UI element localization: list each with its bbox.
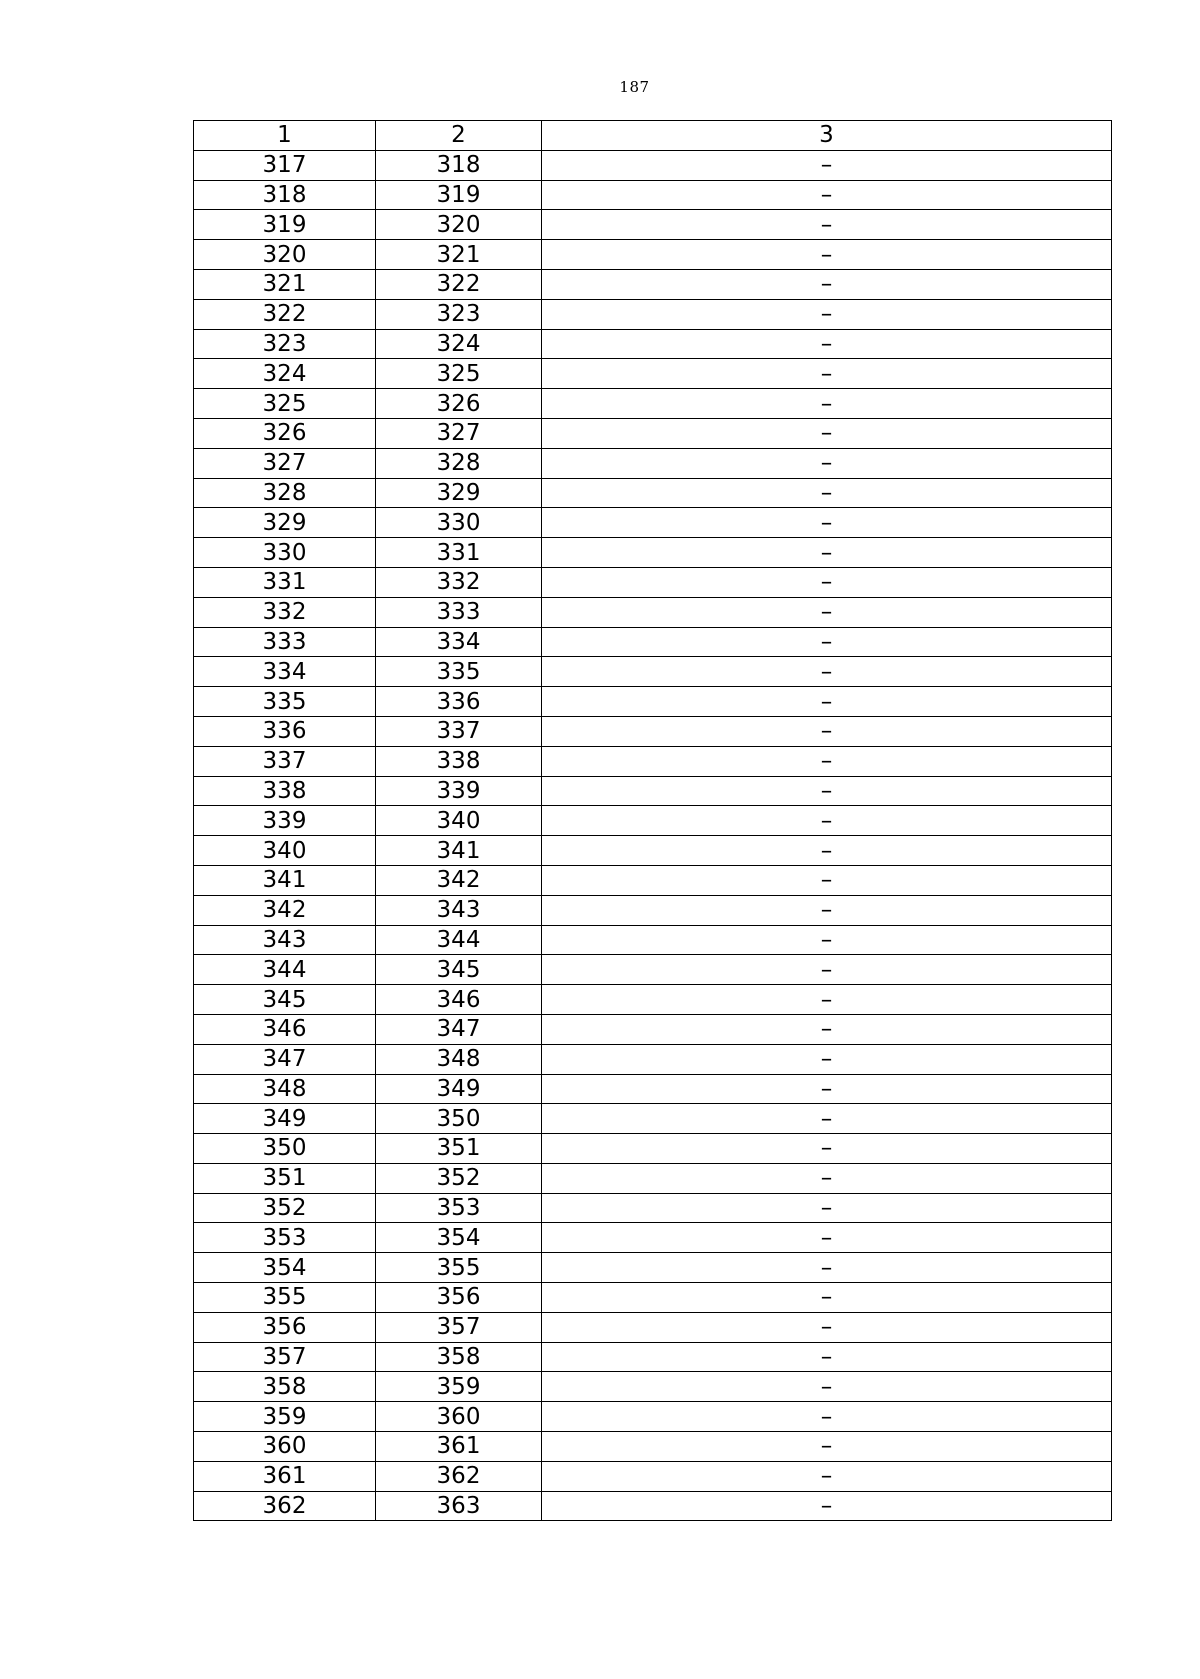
table-cell-col-3: – — [542, 687, 1112, 717]
table-cell-col-1: 327 — [194, 448, 376, 478]
data-table — [193, 120, 1112, 1521]
table-cell-col-1: 346 — [194, 1014, 376, 1044]
table-cell-col-3: – — [542, 240, 1112, 270]
table-cell-col-2: 357 — [376, 1312, 542, 1342]
table-cell-col-3: – — [542, 1253, 1112, 1283]
table-row — [194, 538, 1112, 568]
table-cell-col-3: – — [542, 627, 1112, 657]
table-cell-col-1: 331 — [194, 567, 376, 597]
table-cell-col-1: 339 — [194, 806, 376, 836]
table-row — [194, 1372, 1112, 1402]
table-cell-col-3: – — [542, 567, 1112, 597]
table-cell-col-1: 321 — [194, 269, 376, 299]
table-cell-col-2: 331 — [376, 538, 542, 568]
table-cell-col-2: 330 — [376, 508, 542, 538]
table-cell-col-3: – — [542, 210, 1112, 240]
table-cell-col-2: 334 — [376, 627, 542, 657]
table-cell-col-1: 318 — [194, 180, 376, 210]
table-cell-col-1: 338 — [194, 776, 376, 806]
table-cell-col-3: – — [542, 1163, 1112, 1193]
table-row — [194, 1074, 1112, 1104]
table-cell-col-2: 329 — [376, 478, 542, 508]
table-cell-col-1: 355 — [194, 1283, 376, 1313]
table-cell-col-1: 326 — [194, 418, 376, 448]
table-cell-col-1: 361 — [194, 1461, 376, 1491]
table-cell-col-1: 322 — [194, 299, 376, 329]
table-row — [194, 567, 1112, 597]
table-cell-col-2: 326 — [376, 389, 542, 419]
table-cell-col-3: – — [542, 1104, 1112, 1134]
table-cell-col-2: 322 — [376, 269, 542, 299]
table-cell-col-3: – — [542, 1461, 1112, 1491]
table-row — [194, 1134, 1112, 1164]
table-cell-col-1: 348 — [194, 1074, 376, 1104]
table-cell-col-3: – — [542, 389, 1112, 419]
table-cell-col-3: – — [542, 657, 1112, 687]
column-header-1: 1 — [194, 121, 376, 151]
table-cell-col-3: – — [542, 597, 1112, 627]
table-cell-col-2: 363 — [376, 1491, 542, 1521]
table-cell-col-2: 325 — [376, 359, 542, 389]
table-cell-col-1: 353 — [194, 1223, 376, 1253]
table-cell-col-3: – — [542, 180, 1112, 210]
table-header — [194, 121, 1112, 151]
table-cell-col-1: 349 — [194, 1104, 376, 1134]
table-row — [194, 1283, 1112, 1313]
table-cell-col-2: 327 — [376, 418, 542, 448]
table-cell-col-2: 324 — [376, 329, 542, 359]
table-cell-col-2: 358 — [376, 1342, 542, 1372]
table-cell-col-3: – — [542, 925, 1112, 955]
table-cell-col-3: – — [542, 1283, 1112, 1313]
table-body — [194, 150, 1112, 1521]
column-header-2: 2 — [376, 121, 542, 151]
table-cell-col-3: – — [542, 895, 1112, 925]
table-cell-col-2: 318 — [376, 150, 542, 180]
table-cell-col-3: – — [542, 1491, 1112, 1521]
table-cell-col-3: – — [542, 1312, 1112, 1342]
table-row — [194, 1432, 1112, 1462]
table-row — [194, 657, 1112, 687]
table-row — [194, 1253, 1112, 1283]
table-row — [194, 776, 1112, 806]
table-cell-col-2: 332 — [376, 567, 542, 597]
table-cell-col-3: – — [542, 955, 1112, 985]
table-cell-col-1: 342 — [194, 895, 376, 925]
table-row — [194, 895, 1112, 925]
table-cell-col-1: 357 — [194, 1342, 376, 1372]
table-cell-col-1: 320 — [194, 240, 376, 270]
table-row — [194, 478, 1112, 508]
table-cell-col-1: 351 — [194, 1163, 376, 1193]
table-cell-col-2: 339 — [376, 776, 542, 806]
table-cell-col-3: – — [542, 329, 1112, 359]
table-cell-col-2: 361 — [376, 1432, 542, 1462]
table-cell-col-2: 336 — [376, 687, 542, 717]
table-cell-col-1: 354 — [194, 1253, 376, 1283]
table-header-row — [194, 121, 1112, 151]
table-cell-col-1: 337 — [194, 746, 376, 776]
table-cell-col-1: 330 — [194, 538, 376, 568]
table-cell-col-2: 321 — [376, 240, 542, 270]
table-cell-col-1: 333 — [194, 627, 376, 657]
table-cell-col-2: 351 — [376, 1134, 542, 1164]
table-cell-col-1: 334 — [194, 657, 376, 687]
table-row — [194, 389, 1112, 419]
table-cell-col-1: 352 — [194, 1193, 376, 1223]
table-cell-col-1: 319 — [194, 210, 376, 240]
table-cell-col-3: – — [542, 746, 1112, 776]
table-cell-col-3: – — [542, 1014, 1112, 1044]
table-cell-col-2: 347 — [376, 1014, 542, 1044]
table-row — [194, 1104, 1112, 1134]
table-cell-col-3: – — [542, 1074, 1112, 1104]
table-cell-col-1: 340 — [194, 836, 376, 866]
table-row — [194, 1193, 1112, 1223]
table-row — [194, 836, 1112, 866]
table-row — [194, 1163, 1112, 1193]
table-cell-col-3: – — [542, 299, 1112, 329]
table-cell-col-2: 338 — [376, 746, 542, 776]
table-row — [194, 1014, 1112, 1044]
table-cell-col-2: 350 — [376, 1104, 542, 1134]
table-cell-col-2: 362 — [376, 1461, 542, 1491]
table-cell-col-3: – — [542, 508, 1112, 538]
table-row — [194, 1312, 1112, 1342]
table-cell-col-1: 356 — [194, 1312, 376, 1342]
table-row — [194, 150, 1112, 180]
table-cell-col-2: 352 — [376, 1163, 542, 1193]
table-cell-col-2: 348 — [376, 1044, 542, 1074]
table-cell-col-2: 344 — [376, 925, 542, 955]
table-row — [194, 299, 1112, 329]
table-cell-col-1: 317 — [194, 150, 376, 180]
table-row — [194, 448, 1112, 478]
table-cell-col-1: 336 — [194, 716, 376, 746]
table-cell-col-1: 345 — [194, 985, 376, 1015]
table-cell-col-2: 328 — [376, 448, 542, 478]
table-cell-col-3: – — [542, 1342, 1112, 1372]
table-cell-col-3: – — [542, 538, 1112, 568]
table-cell-col-2: 319 — [376, 180, 542, 210]
table-row — [194, 329, 1112, 359]
table-cell-col-1: 343 — [194, 925, 376, 955]
table-cell-col-2: 333 — [376, 597, 542, 627]
table-row — [194, 1342, 1112, 1372]
table-row — [194, 1491, 1112, 1521]
table-cell-col-2: 340 — [376, 806, 542, 836]
table-row — [194, 806, 1112, 836]
table-cell-col-1: 359 — [194, 1402, 376, 1432]
table-cell-col-3: – — [542, 1372, 1112, 1402]
table-cell-col-3: – — [542, 150, 1112, 180]
table-cell-col-3: – — [542, 836, 1112, 866]
table-cell-col-3: – — [542, 1223, 1112, 1253]
table-cell-col-3: – — [542, 806, 1112, 836]
table-cell-col-2: 349 — [376, 1074, 542, 1104]
table-cell-col-3: – — [542, 985, 1112, 1015]
table-cell-col-3: – — [542, 418, 1112, 448]
table-cell-col-1: 344 — [194, 955, 376, 985]
table-cell-col-2: 342 — [376, 865, 542, 895]
table-row — [194, 210, 1112, 240]
table-row — [194, 180, 1112, 210]
table-cell-col-2: 345 — [376, 955, 542, 985]
table-cell-col-1: 328 — [194, 478, 376, 508]
table-cell-col-2: 353 — [376, 1193, 542, 1223]
table-cell-col-1: 324 — [194, 359, 376, 389]
table-cell-col-3: – — [542, 359, 1112, 389]
table-cell-col-1: 362 — [194, 1491, 376, 1521]
table-row — [194, 1223, 1112, 1253]
table-row — [194, 865, 1112, 895]
table-cell-col-1: 332 — [194, 597, 376, 627]
table-row — [194, 687, 1112, 717]
table-row — [194, 627, 1112, 657]
table-cell-col-1: 335 — [194, 687, 376, 717]
table-row — [194, 418, 1112, 448]
table-cell-col-2: 356 — [376, 1283, 542, 1313]
table-cell-col-3: – — [542, 1044, 1112, 1074]
table-cell-col-2: 346 — [376, 985, 542, 1015]
table-cell-col-2: 360 — [376, 1402, 542, 1432]
table-row — [194, 1402, 1112, 1432]
table-cell-col-1: 350 — [194, 1134, 376, 1164]
table-cell-col-3: – — [542, 776, 1112, 806]
table-row — [194, 955, 1112, 985]
table-row — [194, 925, 1112, 955]
table-cell-col-1: 341 — [194, 865, 376, 895]
table-cell-col-1: 323 — [194, 329, 376, 359]
table-row — [194, 359, 1112, 389]
table-cell-col-3: – — [542, 865, 1112, 895]
table-cell-col-1: 329 — [194, 508, 376, 538]
table-cell-col-2: 320 — [376, 210, 542, 240]
table-cell-col-2: 335 — [376, 657, 542, 687]
table-cell-col-3: – — [542, 716, 1112, 746]
table-row — [194, 508, 1112, 538]
table-row — [194, 716, 1112, 746]
table-cell-col-3: – — [542, 269, 1112, 299]
table-cell-col-2: 337 — [376, 716, 542, 746]
table-row — [194, 269, 1112, 299]
table-cell-col-2: 323 — [376, 299, 542, 329]
table-row — [194, 597, 1112, 627]
table-row — [194, 746, 1112, 776]
table-cell-col-3: – — [542, 1402, 1112, 1432]
table-cell-col-1: 347 — [194, 1044, 376, 1074]
table-cell-col-1: 360 — [194, 1432, 376, 1462]
table-cell-col-3: – — [542, 1432, 1112, 1462]
table-row — [194, 985, 1112, 1015]
table-cell-col-2: 355 — [376, 1253, 542, 1283]
column-header-3: 3 — [542, 121, 1112, 151]
table-cell-col-3: – — [542, 1134, 1112, 1164]
table-cell-col-2: 343 — [376, 895, 542, 925]
table-row — [194, 1044, 1112, 1074]
table-row — [194, 240, 1112, 270]
table-cell-col-1: 358 — [194, 1372, 376, 1402]
table-cell-col-2: 359 — [376, 1372, 542, 1402]
table-cell-col-3: – — [542, 1193, 1112, 1223]
table-cell-col-2: 341 — [376, 836, 542, 866]
table-cell-col-2: 354 — [376, 1223, 542, 1253]
table-cell-col-3: – — [542, 478, 1112, 508]
table-row — [194, 1461, 1112, 1491]
table-cell-col-3: – — [542, 448, 1112, 478]
table-cell-col-1: 325 — [194, 389, 376, 419]
page-number: 187 — [619, 78, 650, 96]
